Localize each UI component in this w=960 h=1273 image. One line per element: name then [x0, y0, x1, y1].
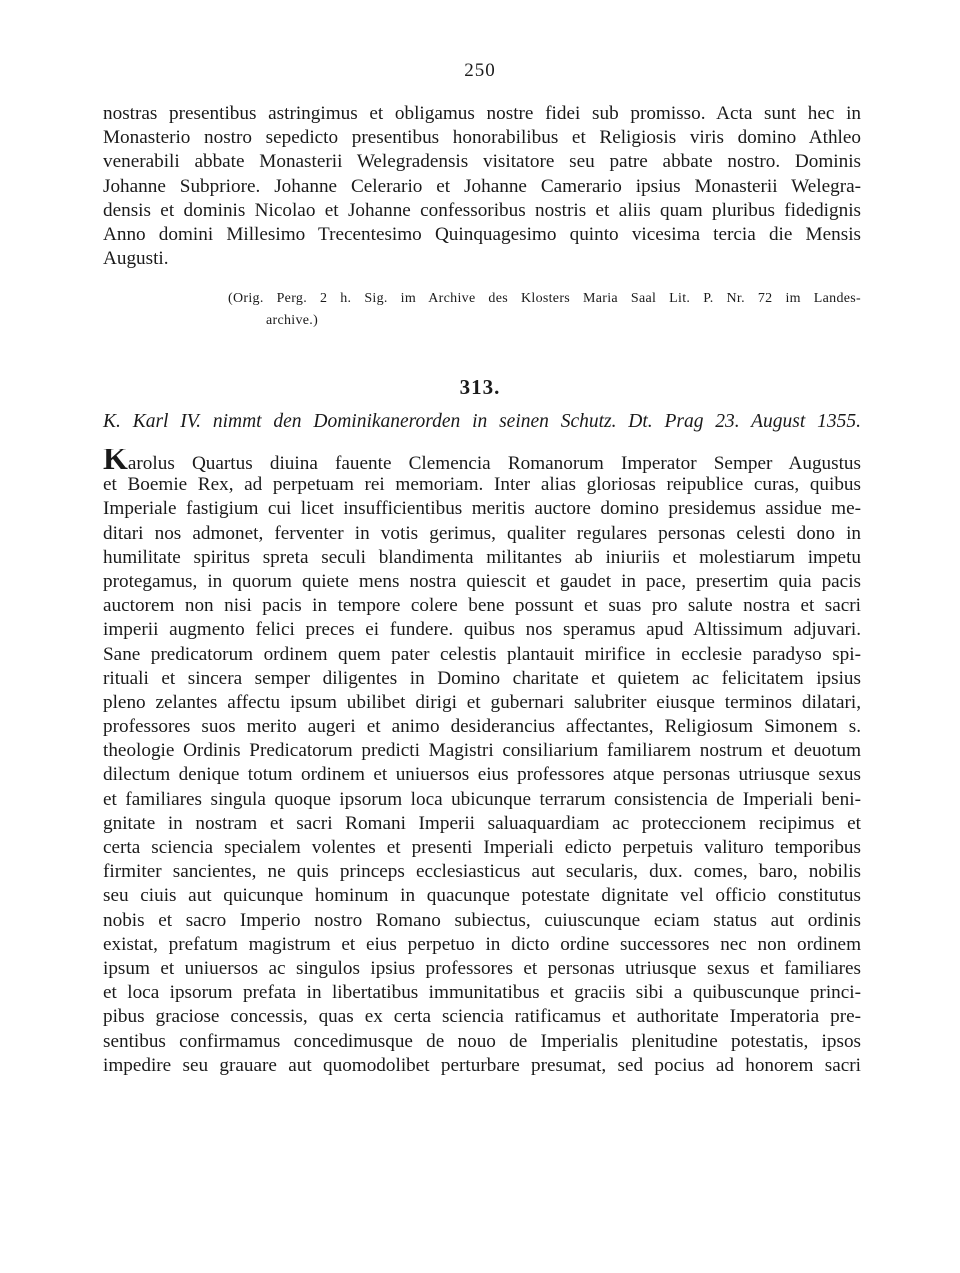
text-line: et loca ipsorum prefata in libertatibus immunitatibus et graciis sibi a quibuscunque princi-	[103, 982, 861, 1004]
text-line: rituali et sincera semper diligentes in Domino charitate et quietem ac felicitatem ipsius	[103, 667, 861, 689]
text-line: Monasterio nostro sepedicto presentibus honorabilibus et Religiosis viris domino Athleo	[103, 127, 861, 149]
text-line: Johanne Subpriore. Johanne Celerario et Johanne Camerario ipsius Monasterii Welegra-	[103, 175, 861, 197]
text-line: existat, prefatum magistrum et eius perpetuo in dicto ordine successores nec non ordinem	[103, 933, 861, 955]
first-line-text: arolus Quartus diuina fauente Clemencia Romanorum Imperator Semper Augustus	[127, 453, 861, 474]
text-line: impedire seu grauare aut quomodolibet perturbare presumat, sed pocius ad honorem sacri	[103, 1054, 861, 1076]
previous-document-ending	[103, 102, 861, 271]
text-line: firmiter sancientes, ne quis princeps ecclesiasticus aut secularis, dux. comes, baro, nobilis	[103, 861, 861, 883]
text-line: nostras presentibus astringimus et obligamus nostre fidei sub promisso. Acta sunt hec in	[103, 103, 861, 124]
text-line: ditari nos admonet, ferventer in votis gerimus, qualiter regulares personas celesti dono in	[103, 522, 861, 544]
text-line: et familiares singula quoque ipsorum loca ubicunque terrarum consistencia de Imperiali beni-	[103, 788, 861, 810]
text-line: dilectum denique totum ordinem et uniuersos eius professores atque personas utriusque sexus	[103, 764, 861, 786]
text-line: ipsum et uniuersos ac singulos ipsius professores et personas utriusque sexus et familiares	[103, 957, 861, 979]
text-line: pibus graciose concessis, quas ex certa sciencia ratificamus et authoritate Imperatoria pre-	[103, 1006, 861, 1028]
text-line: theologie Ordinis Predicatorum predicti Magistri consiliarium familiarem nostrum et deuotum	[103, 740, 861, 762]
text-line: pleno zelantes affectu ipsum ubilibet dirigi et gubernari salubriter eiusque terminos dilatari,	[103, 691, 861, 713]
text-line: professores suos merito augeri et animo desiderancius affectantes, Religiosum Simonem s.	[103, 716, 861, 738]
source-note	[228, 288, 861, 332]
text-line: et Boemie Rex, ad perpetuam rei memoriam. Inter alias gloriosas reipublice curas, quibus	[103, 474, 861, 496]
source-note-line: (Orig. Perg. 2 h. Sig. im Archive des Klosters Maria Saal Lit. P. Nr. 72 im Landes-	[228, 291, 861, 306]
text-line: venerabili abbate Monasterii Welegradensis visitatore seu patre abbate nostro. Dominis	[103, 151, 861, 173]
text-line: Imperiale fastigium cui licet insufficientibus meritis auctore domino presidemus assidue me-	[103, 498, 861, 520]
text-line: Augusti.	[103, 248, 169, 270]
source-note-line: archive.)	[266, 313, 319, 328]
text-line: humilitate spiritus spreta seculi blandimenta militantes ab iniuriis et molestiarum impetu	[103, 546, 861, 568]
text-line: auctorem non nisi pacis in tempore colere bene possunt et suas pro salute nostra et sacri	[103, 595, 861, 617]
text-line: seu ciuis aut quicunque hominum in quacunque potestate dignitate vel officio constitutus	[103, 885, 861, 907]
text-line: Sane predicatorum ordinem quem pater celestis plantauit mirifice in ecclesie paradyso spi-	[103, 643, 861, 665]
document-number: 313.	[459, 375, 501, 399]
document-regest: K. Karl IV. nimmt den Dominikanerorden in seinen Schutz. Dt. Prag 23. August 1355.	[103, 411, 861, 432]
page-number: 250	[464, 60, 496, 81]
drop-initial: K	[103, 449, 128, 474]
text-line: certa sciencia specialem volentes et presenti Imperiali edicto perpetuis valituro temporibus	[103, 837, 861, 858]
text-line: imperii augmento felici preces ei fundere. quibus nos speramus apud Altissimum adjuvari.	[103, 619, 861, 641]
first-text-line	[103, 449, 861, 473]
text-line: nobis et sacro Imperio nostro Romano subiectus, cuiuscunque eciam status aut ordinis	[103, 909, 861, 931]
text-line: Anno domini Millesimo Trecentesimo Quinquagesimo quinto vicesima tercia die Mensis	[103, 223, 861, 245]
document-body	[103, 449, 861, 1078]
text-line: protegamus, in quorum quiete mens nostra quiescit et gaudet in pace, presertim quia pacis	[103, 570, 861, 592]
text-line: densis et dominis Nicolao et Johanne confessoribus nostris et aliis quam pluribus fidedignis	[103, 199, 861, 221]
text-line: sentibus confirmamus concedimusque de nouo de Imperialis plenitudine potestatis, ipsos	[103, 1030, 861, 1052]
text-line: gnitate in nostram et sacri Romani Imperii saluaquardiam ac proteccionem recipimus et	[103, 812, 861, 834]
